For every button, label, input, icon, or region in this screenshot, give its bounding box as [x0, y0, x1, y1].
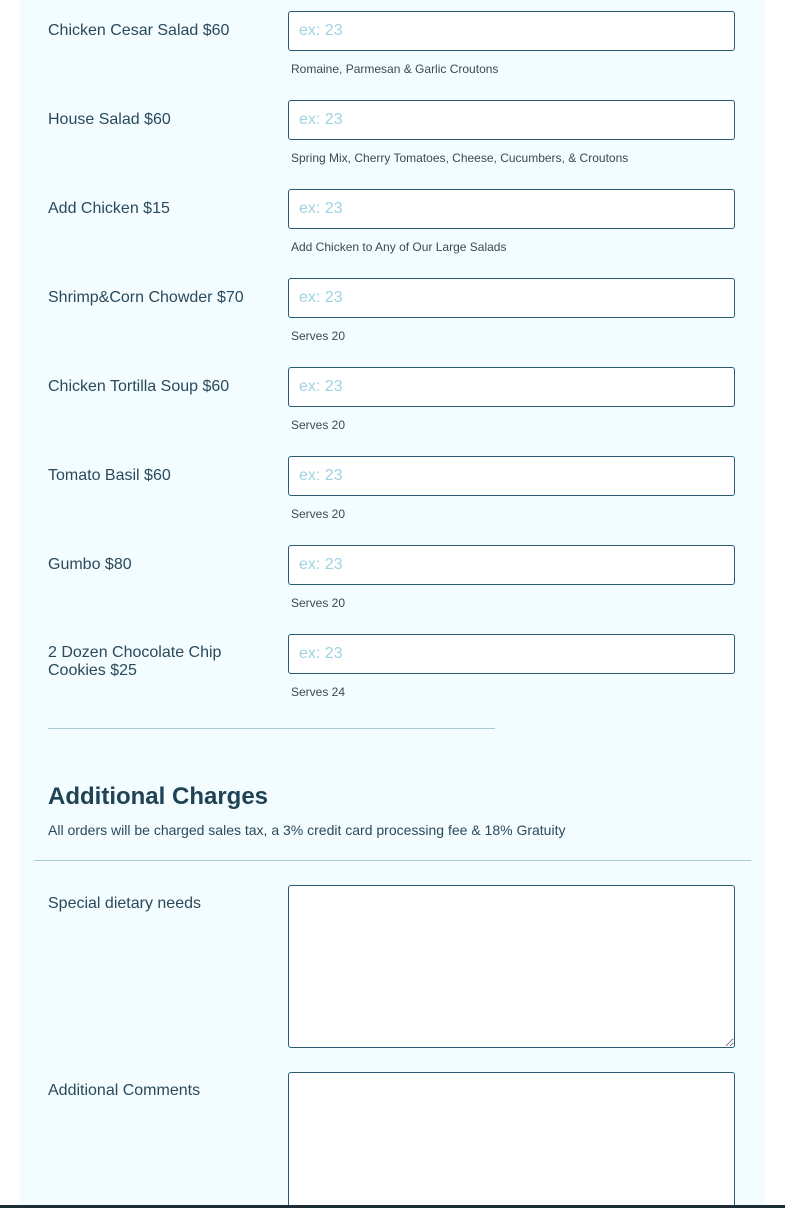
additional-comments-label: Additional Comments — [48, 1082, 201, 1099]
quantity-input-chicken-cesar-salad[interactable] — [289, 12, 734, 50]
menu-item-description: Serves 20 — [291, 329, 346, 343]
special-dietary-textarea[interactable] — [289, 886, 734, 1047]
quantity-field-frame — [288, 278, 735, 318]
quantity-input-house-salad[interactable] — [289, 101, 734, 139]
special-dietary-label: Special dietary needs — [48, 895, 201, 912]
menu-item-label: Gumbo $80 — [48, 556, 132, 573]
menu-item-label: Shrimp&Corn Chowder $70 — [48, 289, 244, 306]
quantity-input-chicken-tortilla-soup[interactable] — [289, 368, 734, 406]
menu-item-description: Serves 20 — [291, 507, 346, 521]
menu-item-description: Add Chicken to Any of Our Large Salads — [291, 240, 507, 254]
quantity-field-frame — [288, 367, 735, 407]
quantity-field-frame — [288, 545, 735, 585]
additional-comments-frame — [288, 1072, 735, 1205]
menu-item-description: Serves 20 — [291, 596, 346, 610]
section-divider — [48, 728, 495, 729]
menu-item-label: Chicken Cesar Salad $60 — [48, 22, 230, 39]
quantity-field-frame — [288, 100, 735, 140]
menu-item-label: Chicken Tortilla Soup $60 — [48, 378, 230, 395]
additional-charges-description: All orders will be charged sales tax, a 3% credit card processing fee & 18% Gratuity — [48, 822, 566, 838]
menu-item-label: 2 Dozen Chocolate Chip Cookies $25 — [48, 644, 222, 679]
quantity-field-frame — [288, 456, 735, 496]
menu-item-description: Serves 24 — [291, 685, 346, 699]
menu-item-description: Serves 20 — [291, 418, 346, 432]
quantity-field-frame — [288, 189, 735, 229]
menu-item-description: Romaine, Parmesan & Garlic Croutons — [291, 62, 499, 76]
menu-item-description: Spring Mix, Cherry Tomatoes, Cheese, Cucumbers, & Croutons — [291, 151, 629, 165]
quantity-input-gumbo[interactable] — [289, 546, 734, 584]
order-form — [20, 0, 765, 1205]
additional-comments-textarea[interactable] — [289, 1073, 734, 1205]
quantity-field-frame — [288, 11, 735, 51]
quantity-input-shrimp-corn-chowder[interactable] — [289, 279, 734, 317]
quantity-input-chocolate-chip-cookies[interactable] — [289, 635, 734, 673]
section-divider — [34, 860, 751, 861]
quantity-input-tomato-basil[interactable] — [289, 457, 734, 495]
menu-item-label: Tomato Basil $60 — [48, 467, 171, 484]
quantity-input-add-chicken[interactable] — [289, 190, 734, 228]
quantity-field-frame — [288, 634, 735, 674]
additional-charges-heading: Additional Charges — [48, 783, 269, 810]
special-dietary-frame — [288, 885, 735, 1048]
menu-item-label: Add Chicken $15 — [48, 200, 170, 217]
menu-item-label: House Salad $60 — [48, 111, 171, 128]
